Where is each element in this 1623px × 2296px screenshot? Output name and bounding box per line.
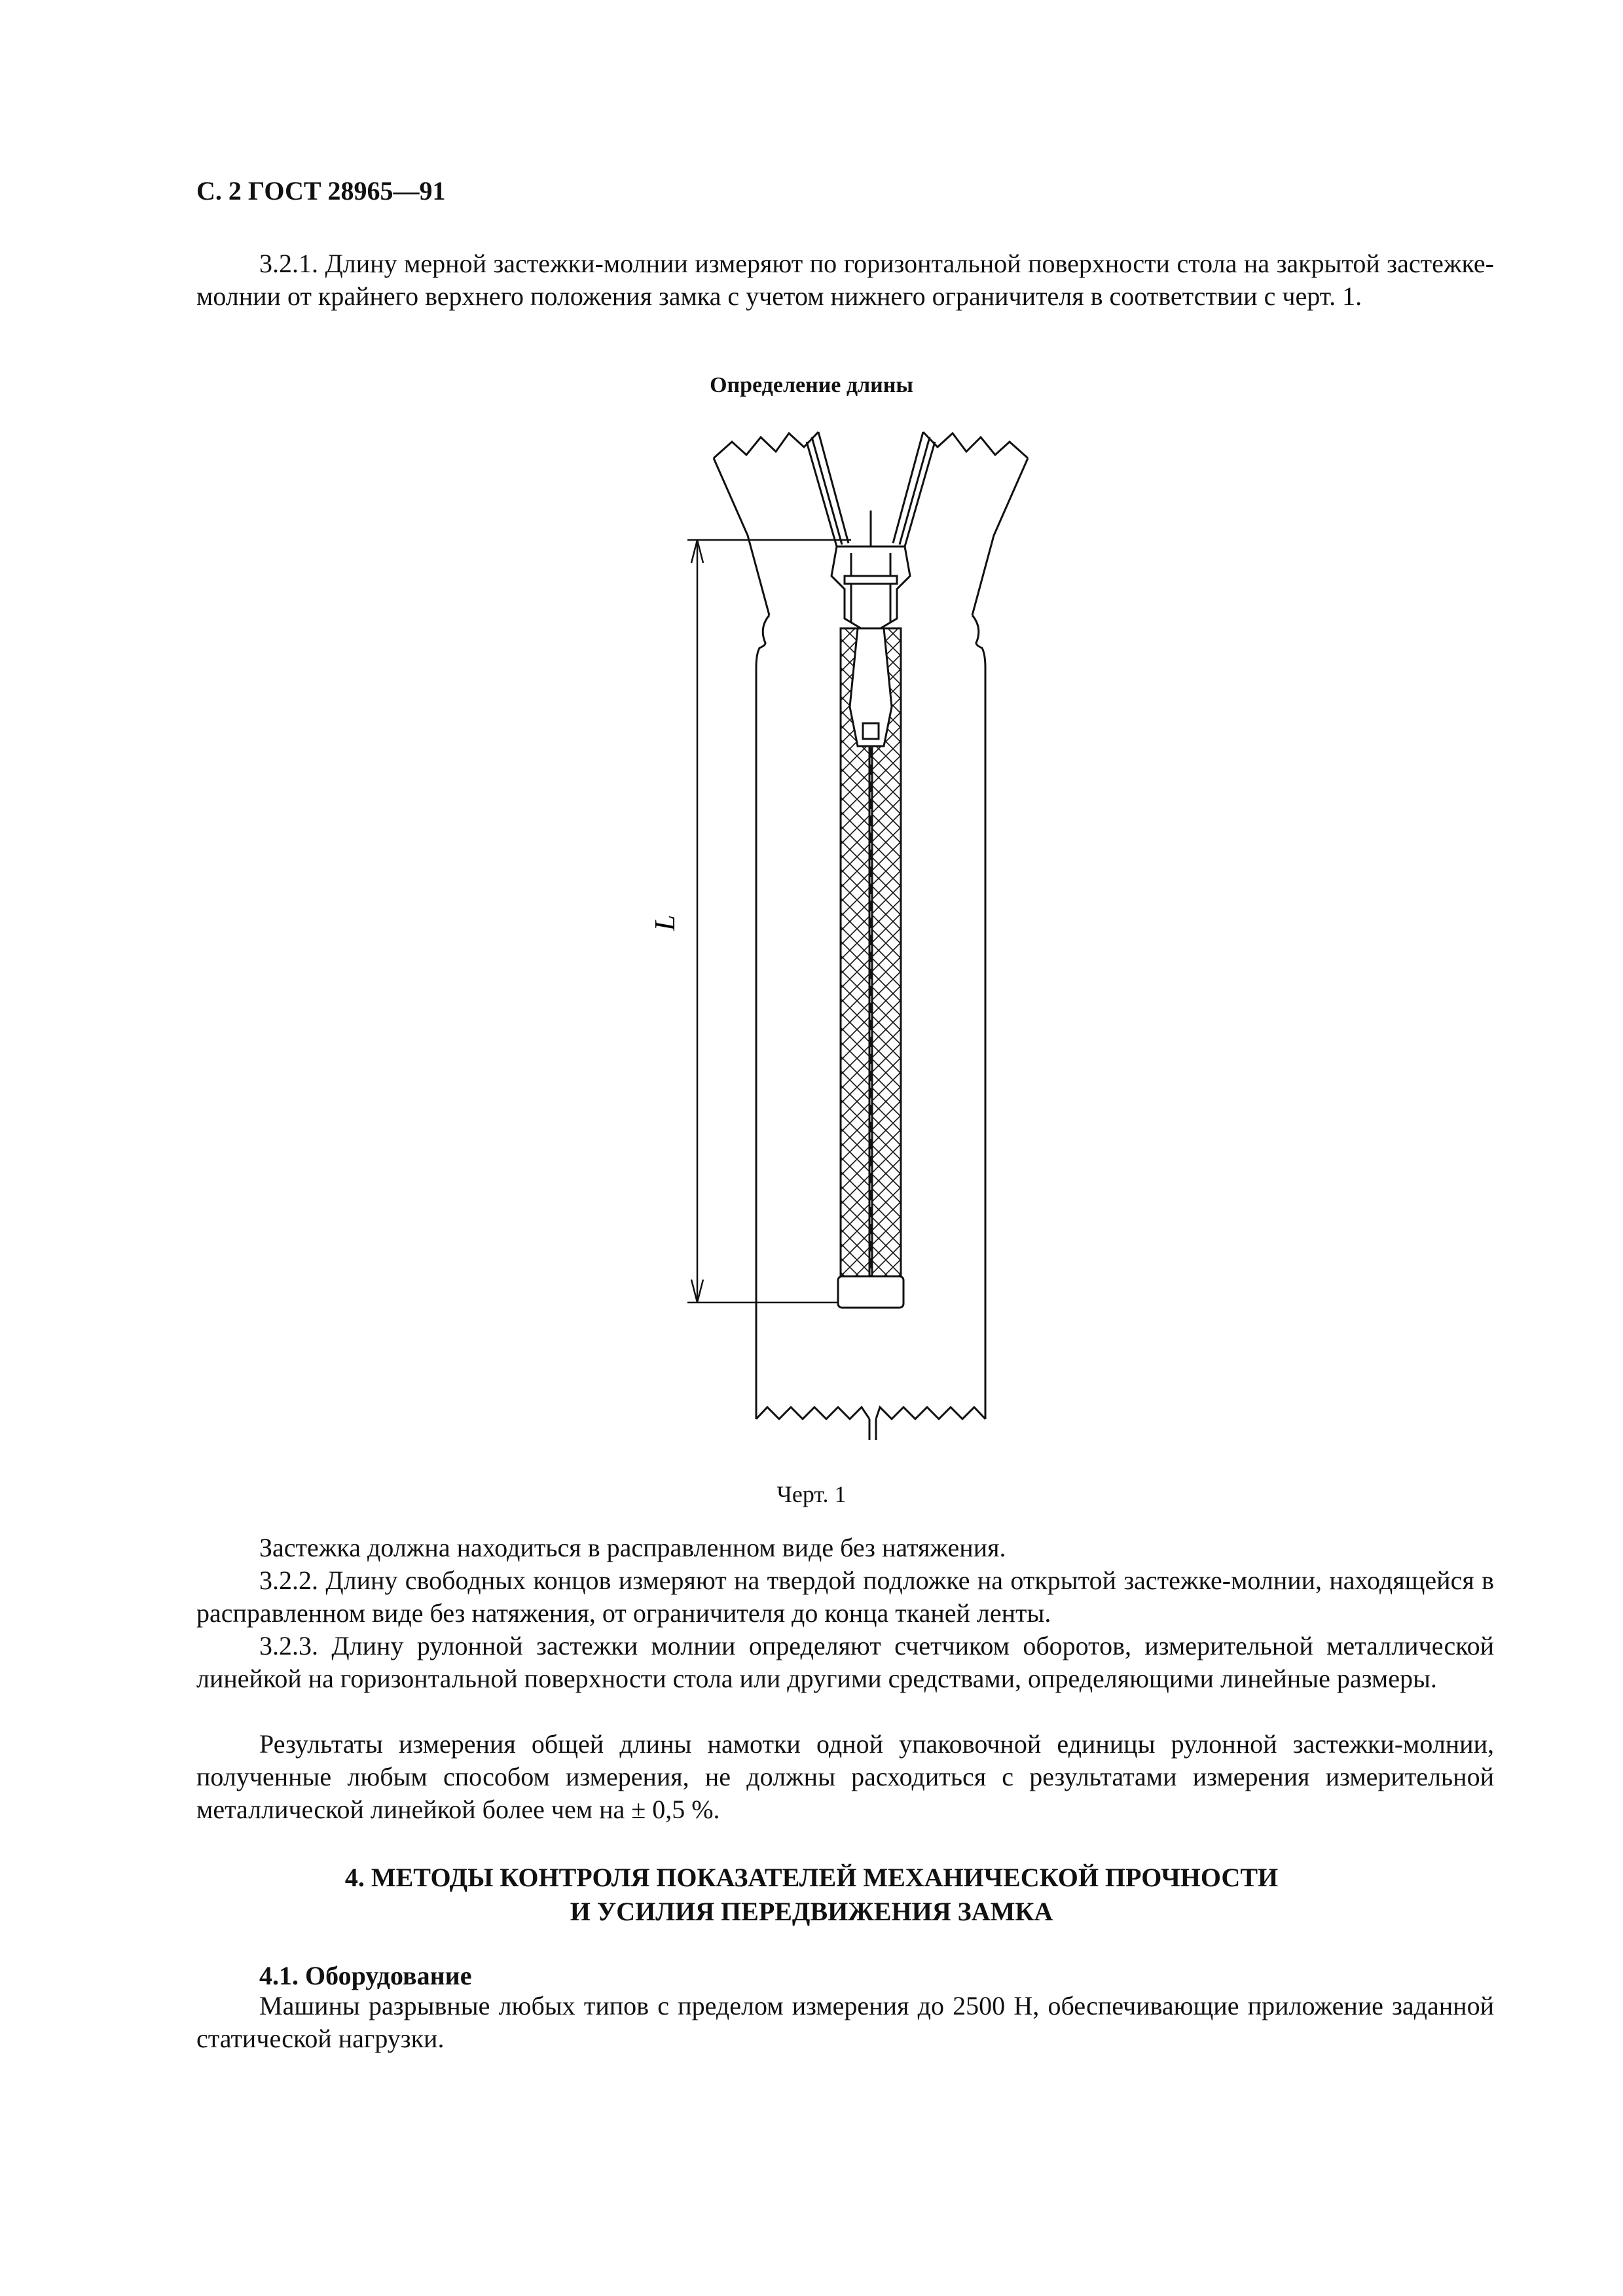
subsection-4-1-title: 4.1. Оборудование	[259, 1961, 472, 1990]
page-header: С. 2 ГОСТ 28965—91	[196, 176, 446, 206]
paragraph-results: Результаты измерения общей длины намотки одной упаковочной единицы рулонной застежки-молнии, полученные любым способом измерения, не должны расходиться с результатами измерения измерительной металлической линейкой более чем на ± 0,5 %.	[196, 1729, 1494, 1824]
section-4-title-line2: И УСИЛИЯ ПЕРЕДВИЖЕНИЯ ЗАМКА	[570, 1897, 1053, 1926]
paragraph-4-1: Машины разрывные любых типов с пределом измерения до 2500 Н, обеспечивающие приложение заданной статической нагрузки.	[196, 1991, 1494, 2053]
paragraph-3-2-3: 3.2.3. Длину рулонной застежки молнии определяют счетчиком оборотов, измерительной металлической линейкой на горизонтальной поверхности стола или другими средствами, определяющими линейные размеры.	[196, 1631, 1494, 1693]
figure-title: Определение длины	[710, 373, 913, 397]
pull-tab	[850, 628, 892, 746]
dimension-line-L	[687, 540, 851, 1302]
slider	[831, 547, 910, 628]
paragraph-3-2-1: 3.2.1. Длину мерной застежки-молнии измеряют по горизонтальной поверхности стола на закрытой застежке-молнии от крайнего верхнего положения замка с учетом нижнего ограничителя в соответствии с черт. 1.	[196, 249, 1494, 311]
dimension-label: L	[649, 914, 681, 931]
figure-caption: Черт. 1	[776, 1481, 847, 1507]
puller-lines	[807, 432, 935, 550]
bottom-stop	[838, 1276, 903, 1308]
section-4-title	[0, 1861, 1623, 1929]
section-4-title-line1: 4. МЕТОДЫ КОНТРОЛЯ ПОКАЗАТЕЛЕЙ МЕХАНИЧЕСКОЙ ПРОЧНОСТИ	[344, 1863, 1279, 1892]
paragraph-state: Застежка должна находиться в расправленном виде без натяжения.	[259, 1533, 1006, 1562]
paragraph-3-2-2: 3.2.2. Длину свободных концов измеряют на твердой подложке на открытой застежке-молнии, находящейся в расправленном виде без натяжения, от ограничителя до конца тканей ленты.	[196, 1566, 1494, 1628]
